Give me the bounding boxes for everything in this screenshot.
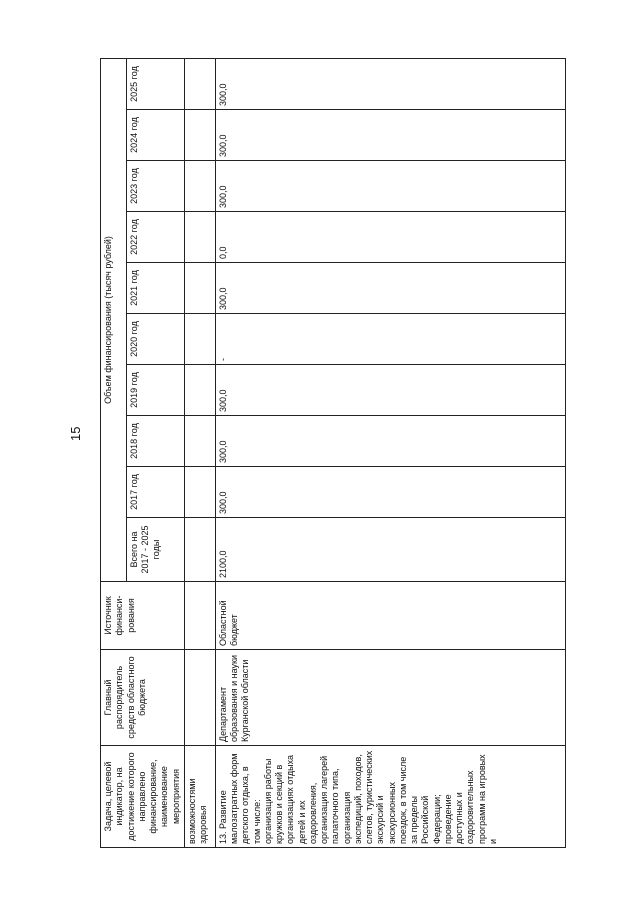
value-cell: 0,0 bbox=[215, 212, 565, 263]
empty-cell bbox=[184, 365, 215, 416]
empty-cell bbox=[184, 582, 215, 650]
empty-cell bbox=[184, 650, 215, 746]
header-source: Источник финанси-рования bbox=[101, 582, 185, 650]
header-year: 2022 год bbox=[126, 212, 184, 263]
manager-cell: Департамент образования и науки Курганской области bbox=[215, 650, 565, 746]
value-cell: 300,0 bbox=[215, 467, 565, 518]
funding-table bbox=[100, 58, 566, 848]
task-cell: 13. Развитие малозатратных форм детского отдыха, в том числе: организация работы кружков и секций в организациях отдыха детей и их оздоровления, организация лагерей палаточного типа, организация экспедиций, походов, слетов, туристических экскурсий и экскурсионных поездок, в том числе за пределы Российской Федерации; проведение доступных и оздоровительных программ на игровых и bbox=[215, 746, 565, 848]
table-row bbox=[215, 59, 565, 848]
header-year: 2025 год bbox=[126, 59, 184, 110]
empty-cell bbox=[184, 161, 215, 212]
value-cell: 300,0 bbox=[215, 263, 565, 314]
empty-cell bbox=[184, 314, 215, 365]
page-number: 15 bbox=[68, 426, 83, 441]
empty-cell bbox=[184, 212, 215, 263]
value-cell: 300,0 bbox=[215, 416, 565, 467]
header-total: Всего на 2017 - 2025 годы bbox=[126, 518, 184, 582]
subheader-task-cell: возможностями здоровья bbox=[184, 746, 215, 848]
header-manager: Главный распорядитель средств областного бюджета bbox=[101, 650, 185, 746]
header-task: Задача, целевой индикатор, на достижение которого направлено финансирование, наименование мероприятия bbox=[101, 746, 185, 848]
header-year: 2020 год bbox=[126, 314, 184, 365]
empty-cell bbox=[184, 467, 215, 518]
header-year: 2017 год bbox=[126, 467, 184, 518]
value-cell: - bbox=[215, 314, 565, 365]
header-year: 2018 год bbox=[126, 416, 184, 467]
header-year: 2019 год bbox=[126, 365, 184, 416]
value-cell: 300,0 bbox=[215, 161, 565, 212]
value-cell: 300,0 bbox=[215, 110, 565, 161]
value-cell: 300,0 bbox=[215, 59, 565, 110]
empty-cell bbox=[184, 110, 215, 161]
total-cell: 2100,0 bbox=[215, 518, 565, 582]
header-year: 2021 год bbox=[126, 263, 184, 314]
header-funding-group: Объем финансирования (тысяч рублей) bbox=[101, 59, 127, 582]
header-year: 2024 год bbox=[126, 110, 184, 161]
empty-cell bbox=[184, 416, 215, 467]
empty-cell bbox=[184, 263, 215, 314]
header-year: 2023 год bbox=[126, 161, 184, 212]
empty-cell bbox=[184, 59, 215, 110]
value-cell: 300,0 bbox=[215, 365, 565, 416]
source-cell: Областной бюджет bbox=[215, 582, 565, 650]
empty-cell bbox=[184, 518, 215, 582]
rotated-table-container bbox=[100, 58, 605, 848]
